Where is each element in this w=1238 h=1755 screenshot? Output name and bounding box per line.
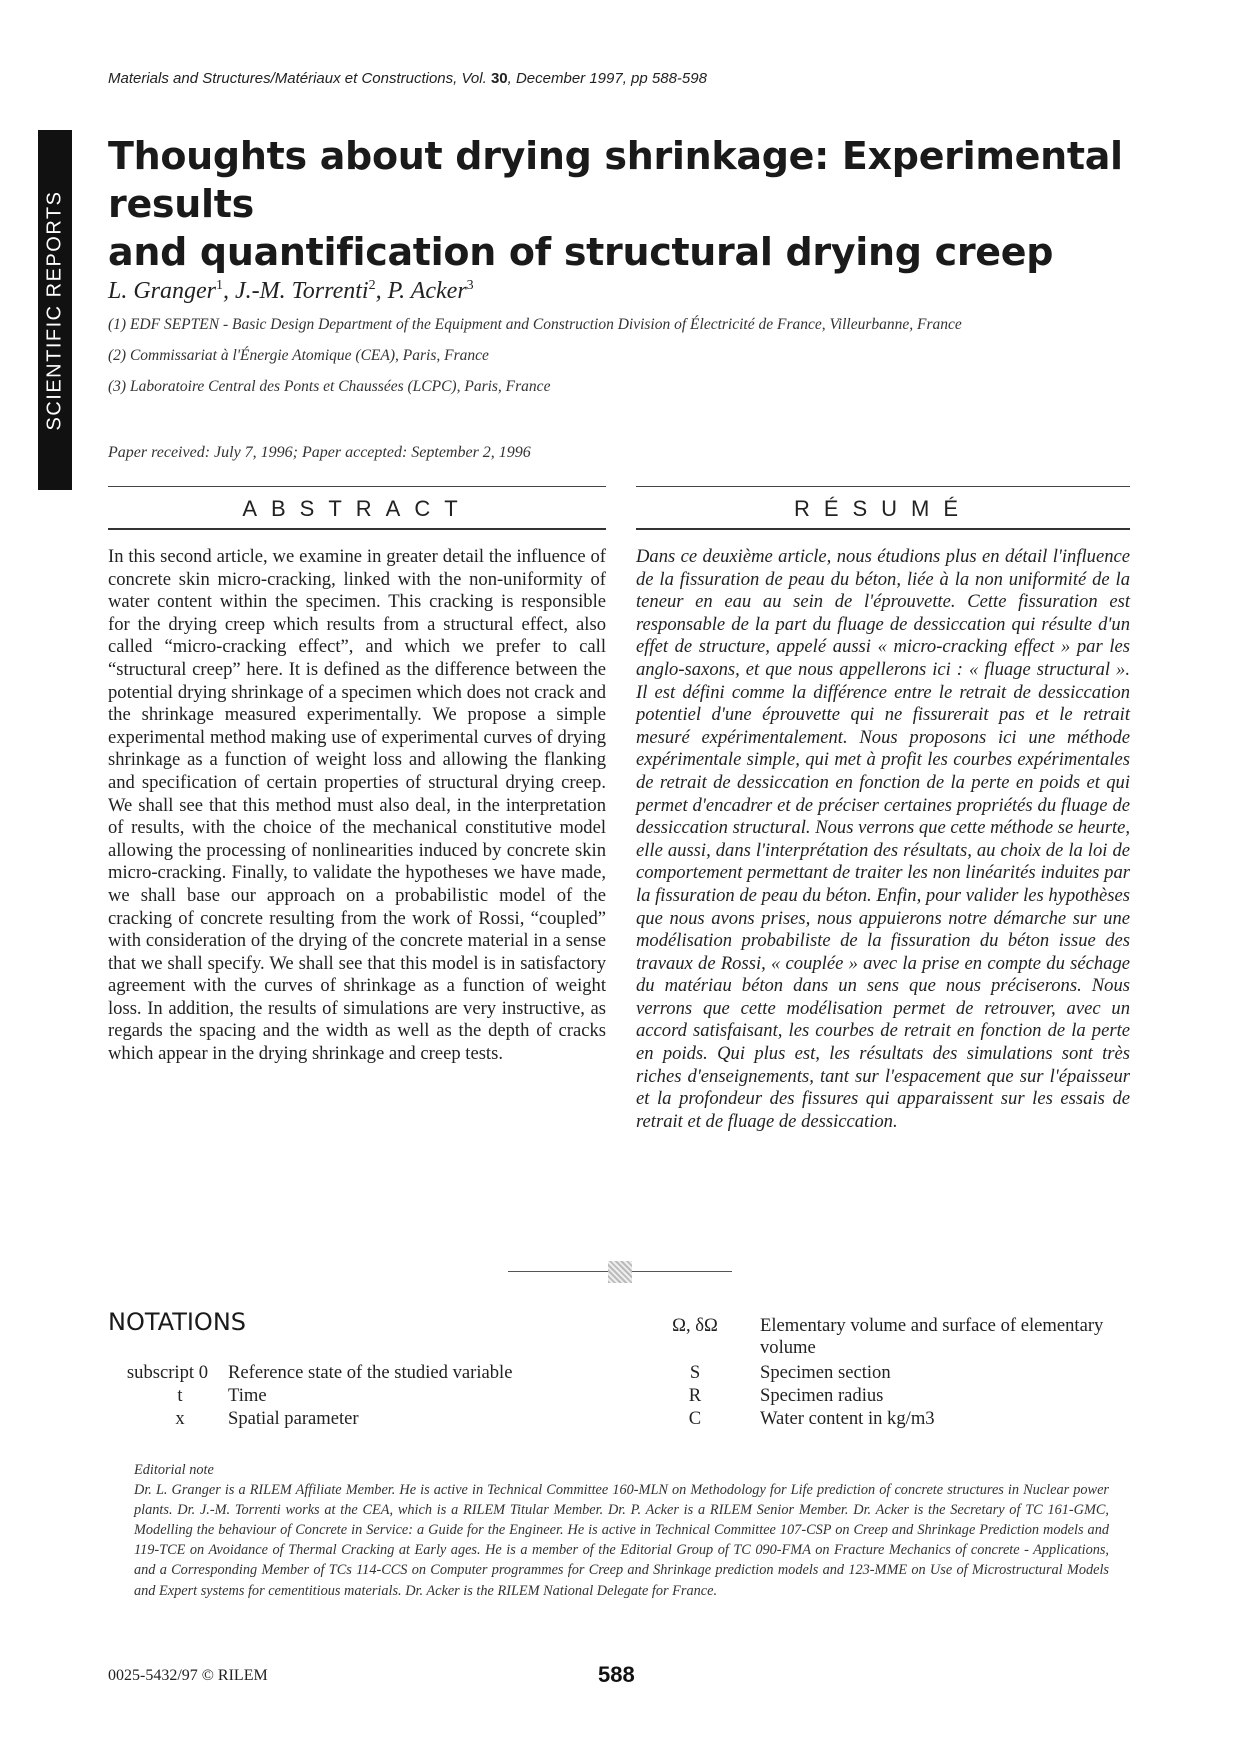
resume-text: Dans ce deuxième article, nous étudions plus en détail l'influence de la fissuration de peau du béton, liée à la non uniformité de la teneur en eau au sein de l'éprouvette. Cette fissuration est responsable de la part du fluage de dessiccation qui résulte d'un effet de structure, appelé aussi « micro-cracking effect » par les anglo-saxons, et que nous appellerons ici : « fluage structural ». Il est défini comme la différence entre le retrait de dessiccation potentiel d'une éprouvette qui ne fissurerait pas et le retrait mesuré expérimentalement. Nous proposons ici une méthode expérimentale simple, qui met à profit les courbes expérimentales de retrait de dessiccation en fonction de la perte en poids et qui permet d'encadrer et de préciser certaines propriétés du fluage de dessiccation structural. Nous verrons que cette méthode se heurte, elle aussi, dans l'interprétation des résultats, au choix de la loi de comportement permettant de traiter les non linéarités induites par la fissuration de peau du béton. Enfin, pour valider les hypothèses que nous avons prises, nous appuierons notre démarche sur une modélisation probabiliste de la fissuration du béton issue des travaux de Rossi, « couplée » avec la prise en compte du séchage du matériau béton dans un sens que nous préciserons. Nous verrons que cette modélisation permet de retrouver, avec un accord satisfaisant, les courbes de retrait en fonction de la perte en poids. Qui plus est, les résultats des simulations sont très riches d'enseignements, tant sur l'espacement que sur l'épaisseur et la profondeur des fissures qui apparaissent sur les essais de retrait et de fluage de dessiccation. — [636, 546, 1131, 1132]
affiliation: (2) Commissariat à l'Énergie Atomique (CEA), Paris, France — [108, 347, 489, 364]
notation-symbol: S — [689, 1362, 701, 1383]
notation-symbol: C — [688, 1408, 702, 1429]
author-name: L. Granger — [108, 278, 217, 304]
title-line-1: Thoughts about drying shrinkage: Experimental results — [108, 134, 1123, 226]
notation-symbol: Ω, δΩ — [672, 1315, 718, 1336]
paper-title — [108, 132, 1128, 276]
editorial-text: Dr. L. Granger is a RILEM Affiliate Member. He is active in Technical Committee 160-MLN on Methodology for Life prediction of concrete structures in Nuclear power plants. Dr. J.-M. Torrenti works at the CEA, which is a RILEM Titular Member. Dr. P. Acker is a RILEM Senior Member. Dr. Acker is the Secretary of TC 161-GMC, Modelling the behaviour of Concrete in Service: a Guide for the Engineer. He is active in Technical Committee 107-CSP on Creep and Shrinkage Prediction models and 119-TCE on Avoidance of Thermal Cracking at Early ages. He is a member of the Editorial Group of TC 090-FMA on Fracture Mechanics of concrete - Applications, and a Corresponding Member of TCs 114-CCS on Computer programmes for Creep and Shrinkage prediction models and 123-MME on Use of Microstructural Models and Expert systems for cementitious materials. Dr. Acker is the RILEM National Delegate for France. — [134, 1482, 1109, 1599]
notations-heading: NOTATIONS — [108, 1308, 247, 1336]
notation-description: Specimen radius — [760, 1385, 884, 1406]
editorial-heading: Editorial note — [134, 1462, 214, 1478]
received-dates: Paper received: July 7, 1996; Paper accepted: September 2, 1996 — [108, 444, 531, 461]
resume-heading: RÉSUMÉ — [793, 496, 973, 521]
title-line-2: and quantification of structural drying creep — [108, 230, 1054, 274]
separator-ornament — [608, 1261, 632, 1283]
author-separator: , — [223, 278, 236, 304]
notation-description: Elementary volume and surface of elementary volume — [760, 1315, 1104, 1358]
journal-citation — [108, 70, 707, 87]
notation-description: Water content in kg/m3 — [760, 1408, 935, 1429]
journal-issue: , December 1997, pp 588-598 — [507, 70, 707, 87]
author-mark: 2 — [368, 278, 376, 293]
resume-bottom-rule — [636, 528, 1130, 530]
editorial-note — [134, 1460, 1109, 1601]
abstract-bottom-rule — [108, 528, 606, 530]
author-mark: 1 — [216, 278, 224, 293]
sidebar-label: SCIENTIFIC REPORTS — [43, 190, 66, 430]
notation-description: Specimen section — [760, 1362, 891, 1383]
author-separator: , — [375, 278, 388, 304]
author-name: J.-M. Torrenti — [235, 278, 369, 304]
resume-top-rule — [636, 486, 1130, 487]
notation-description: Spatial parameter — [228, 1408, 359, 1429]
notation-description: Time — [228, 1385, 267, 1406]
abstract-text: In this second article, we examine in greater detail the influence of concrete skin micro-cracking, linked with the non-uniformity of water content within the specimen. This cracking is responsible for the drying creep which results from a structural effect, also called “micro-cracking effect”, and which we prefer to call “structural creep” here. It is defined as the difference between the potential drying shrinkage of a specimen which does not crack and the shrinkage measured experimentally. We propose a simple experimental method making use of experimental curves of drying shrinkage as a function of weight loss and allowing the flanking and specification of certain properties of structural drying creep. We shall see that this method must also deal, in the interpretation of results, with the choice of the mechanical constitutive model allowing the processing of nonlinearities induced by concrete skin micro-cracking. Finally, to validate the hypotheses we have made, we shall base our approach on a probabilistic model of the cracking of concrete resulting from the work of Rossi, “coupled” with consideration of the drying of the concrete material in a sense that we shall specify. We shall see that this model is in satisfactory agreement with the curves of shrinkage as a function of weight loss. In addition, the results of simulations are very instructive, as regards the spacing and the width as well as the depth of cracks which appear in the drying shrinkage and creep tests. — [108, 546, 606, 1065]
author-name: P. Acker — [387, 278, 467, 304]
page-number: 588 — [598, 1662, 635, 1687]
notation-symbol: R — [688, 1385, 702, 1406]
affiliation: (1) EDF SEPTEN - Basic Design Department of the Equipment and Construction Division of Électricité de France, Villeurbanne, France — [108, 316, 962, 333]
journal-name: Materials and Structures/Matériaux et Constructions, Vol. — [108, 70, 491, 87]
notation-symbol: x — [175, 1408, 185, 1429]
section-sidebar — [38, 130, 72, 490]
notation-symbol: subscript 0 — [126, 1362, 208, 1383]
abstract-heading: ABSTRACT — [242, 496, 472, 521]
abstract-top-rule — [108, 486, 606, 487]
separator-line-left — [508, 1271, 608, 1272]
issn-copyright: 0025-5432/97 © RILEM — [108, 1667, 268, 1684]
separator-line-right — [632, 1271, 732, 1272]
affiliation: (3) Laboratoire Central des Ponts et Chaussées (LCPC), Paris, France — [108, 378, 551, 395]
author-mark: 3 — [466, 278, 474, 293]
notation-description: Reference state of the studied variable — [228, 1362, 513, 1383]
author-list — [108, 278, 474, 305]
notation-symbol: t — [177, 1385, 183, 1406]
journal-volume: 30 — [490, 70, 508, 87]
